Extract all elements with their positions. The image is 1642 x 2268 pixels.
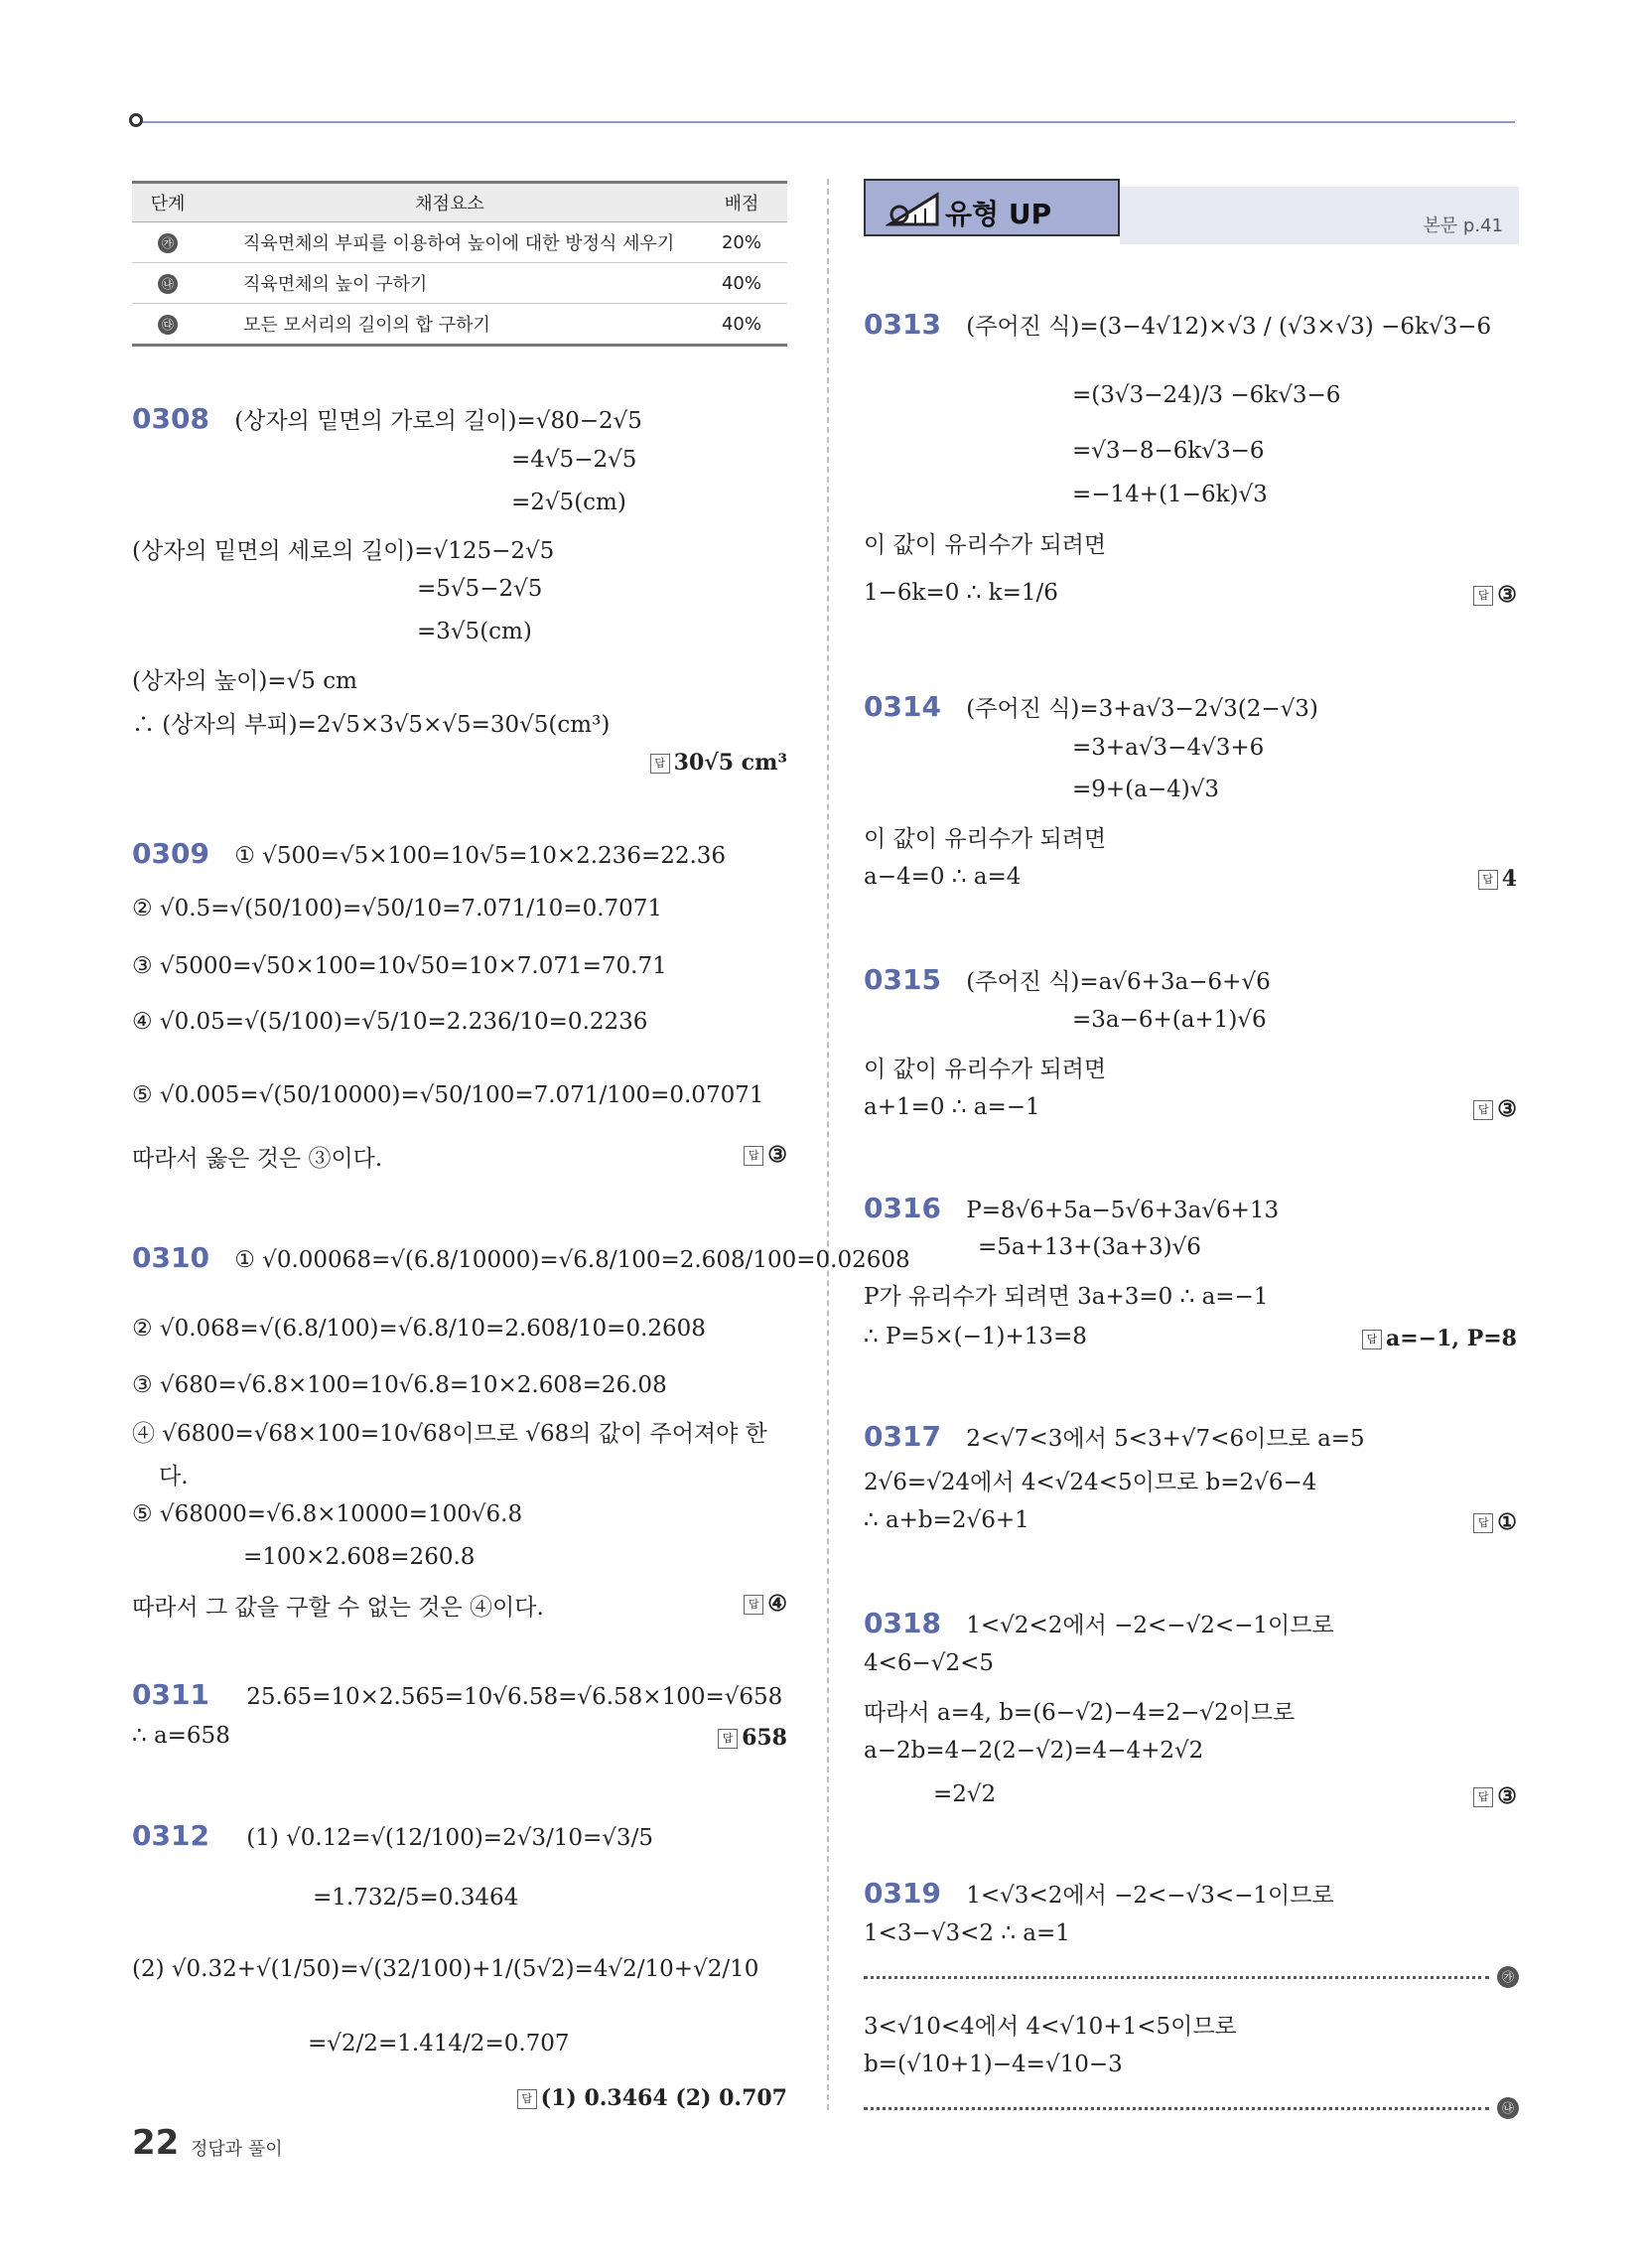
answer-0308 [650,750,787,776]
solution-line: 3<√10<4에서 4<√10+1<5이므로 [864,2014,1237,2040]
table-row [132,304,787,346]
criteria-text: 직육면체의 높이 구하기 [204,263,696,304]
answer-icon: 답 [718,1729,738,1749]
points-text: 40% [696,263,787,304]
header-band [1120,187,1519,244]
answer-0314 [1478,866,1517,892]
answer-text: ① [1497,1509,1517,1535]
answer-0309 [744,1142,787,1168]
problem-number: 0319 [864,1877,941,1910]
answer-0316 [1362,1326,1517,1351]
solution-line: a−2b=4−2(2−√2)=4−4+2√2 [864,1738,1204,1764]
scoring-table [132,181,787,347]
problem-0309 [132,837,726,870]
answer-0315 [1473,1096,1517,1122]
solution-line: (상자의 밑면의 가로의 길이)=√80−2√5 [234,408,642,434]
solution-line: 이 값이 유리수가 되려면 [864,532,1107,558]
footer-title: 정답과 풀이 [191,2139,283,2160]
problem-number: 0308 [132,402,209,435]
criteria-text: 모든 모서리의 길이의 합 구하기 [204,304,696,346]
th-stage: 단계 [132,183,204,222]
solution-line: (주어진 식)=a√6+3a−6+√6 [966,969,1271,995]
solution-line: ∴ (상자의 부피)=2√5×3√5×√5=30√5(cm³) [132,712,611,738]
answer-text: 4 [1501,866,1517,892]
problem-0317 [864,1420,1365,1453]
table-row [132,222,787,263]
solution-line: =3+a√3−4√3+6 [1072,735,1265,761]
solution-line: 1<3−√3<2 ∴ a=1 [864,1920,1070,1946]
answer-icon: 답 [650,754,670,774]
top-rule [139,121,1515,123]
answer-icon: 답 [1473,1787,1493,1807]
answer-icon: 답 [517,2089,537,2109]
answer-0313 [1473,582,1517,608]
answer-text: ④ [767,1591,787,1617]
solution-line: ① √500=√5×100=10√5=10×2.236=22.36 [234,843,727,869]
solution-line: 2√6=√24에서 4<√24<5이므로 b=2√6−4 [864,1470,1317,1495]
criteria-text: 직육면체의 부피를 이용하여 높이에 대한 방정식 세우기 [204,222,696,263]
solution-line: 따라서 옳은 것은 ③이다. [132,1146,383,1172]
solution-line: =2√5(cm) [511,490,626,515]
solution-line: =−14+(1−6k)√3 [1072,482,1268,507]
stage-mark: ㉮ [1497,1966,1519,1988]
solution-line: ③ √5000=√50×100=10√50=10×7.071=70.71 [132,953,667,979]
problem-0310 [132,1241,910,1274]
answer-text: ③ [1497,1096,1517,1122]
solution-line: ② √0.068=√(6.8/100)=√6.8/10=2.608/10=0.2608 [132,1316,706,1342]
answer-icon: 답 [1362,1330,1382,1349]
solution-line: ∴ P=5×(−1)+13=8 [864,1324,1087,1349]
solution-line: a−4=0 ∴ a=4 [864,864,1022,890]
answer-text: 658 [742,1725,787,1751]
solution-line: =3√5(cm) [417,619,532,644]
th-points: 배점 [696,183,787,222]
stage-mark: ㉰ [158,315,178,335]
solution-line: b=(√10+1)−4=√10−3 [864,2052,1123,2077]
solution-line: =1.732/5=0.3464 [313,1885,519,1911]
answer-icon: 답 [744,1595,763,1615]
solution-line: =100×2.608=260.8 [243,1544,476,1570]
answer-0312 [517,2085,787,2111]
solution-line: P가 유리수가 되려면 3a+3=0 ∴ a=−1 [864,1284,1269,1310]
problem-number: 0316 [864,1192,941,1224]
solution-line: ④ √6800=√68×100=10√68이므로 √68의 값이 주어져야 한 [132,1421,767,1447]
th-criteria: 채점요소 [204,183,696,222]
solution-line: =√3−8−6k√3−6 [1072,438,1265,464]
solution-line: ② √0.5=√(50/100)=√50/10=7.071/10=0.7071 [132,896,663,921]
stage-mark: ㉯ [1497,2097,1519,2119]
solution-line: ∴ a+b=2√6+1 [864,1507,1029,1533]
answer-0317 [1473,1509,1517,1535]
problem-number: 0317 [864,1420,941,1453]
solution-line: =9+(a−4)√3 [1072,777,1220,802]
solution-line: 이 값이 유리수가 되려면 [864,826,1107,852]
problem-number: 0312 [132,1819,209,1852]
solution-line: =(3√3−24)/3 −6k√3−6 [1072,382,1341,408]
answer-text: ③ [1497,582,1517,608]
solution-line: 2<√7<3에서 5<3+√7<6이므로 a=5 [966,1426,1365,1452]
problem-number: 0314 [864,690,941,723]
dotted-separator [864,1976,1489,1979]
solution-line: ⑤ √0.005=√(50/10000)=√50/100=7.071/100=0.07071 [132,1082,764,1108]
solution-line: 25.65=10×2.565=10√6.58=√6.58×100=√658 [246,1684,783,1710]
answer-icon: 답 [1473,1100,1493,1120]
problem-0314 [864,690,1318,723]
problem-number: 0315 [864,963,941,996]
solution-line: =2√2 [933,1781,997,1807]
problem-0316 [864,1192,1279,1224]
solution-line: (주어진 식)=(3−4√12)×√3 / (√3×√3) −6k√3−6 [966,314,1492,340]
answer-0310 [744,1591,787,1617]
solution-line: =√2/2=1.414/2=0.707 [308,2031,570,2056]
section-title: 유형 UP [945,198,1052,230]
ruler-compass-icon [886,191,941,226]
stage-mark: ㉯ [158,274,178,294]
solution-line: P=8√6+5a−5√6+3a√6+13 [966,1198,1280,1223]
problem-number: 0309 [132,837,209,870]
points-text: 20% [696,222,787,263]
solution-line: (상자의 높이)=√5 cm [132,668,357,694]
solution-line: 다. [159,1464,189,1489]
answer-icon: 답 [1473,586,1493,606]
page-reference: 본문 p.41 [1423,215,1503,236]
answer-icon: 답 [1473,1513,1493,1533]
header-badge [864,179,1120,236]
answer-text: ③ [1497,1783,1517,1809]
solution-line: ④ √0.05=√(5/100)=√5/10=2.236/10=0.2236 [132,1009,648,1035]
page-number: 22 [132,2123,180,2163]
solution-line: 1<√2<2에서 −2<−√2<−1이므로 [966,1613,1334,1638]
solution-line: 4<6−√2<5 [864,1650,995,1676]
problem-0315 [864,963,1271,996]
solution-line: =5a+13+(3a+3)√6 [978,1234,1201,1260]
answer-text: ③ [767,1142,787,1168]
answer-0318 [1473,1783,1517,1809]
problem-number: 0311 [132,1678,209,1711]
problem-0319 [864,1877,1334,1910]
answer-text: a=−1, P=8 [1385,1326,1517,1351]
problem-0312 [132,1819,653,1852]
stage-mark: ㉮ [158,233,178,253]
problem-number: 0313 [864,308,941,341]
solution-line: =3a−6+(a+1)√6 [1072,1007,1267,1033]
problem-0318 [864,1607,1334,1639]
solution-line: 1−6k=0 ∴ k=1/6 [864,580,1058,606]
section-header [864,179,1519,244]
solution-line: (주어진 식)=3+a√3−2√3(2−√3) [966,696,1318,722]
solution-line: ⑤ √68000=√6.8×10000=100√6.8 [132,1501,523,1527]
solution-line: ① √0.00068=√(6.8/10000)=√6.8/100=2.608/100=0.02608 [234,1247,910,1273]
solution-line: ③ √680=√6.8×100=10√6.8=10×2.608=26.08 [132,1372,667,1398]
problem-0311 [132,1678,782,1711]
solution-line: ∴ a=658 [132,1723,230,1749]
solution-line: =5√5−2√5 [417,576,543,602]
problem-0313 [864,308,1491,341]
problem-0308 [132,402,642,435]
solution-line: 이 값이 유리수가 되려면 [864,1057,1107,1082]
problem-number: 0310 [132,1241,209,1274]
solution-line: (상자의 밑면의 세로의 길이)=√125−2√5 [132,538,555,564]
answer-text: (1) 0.3464 (2) 0.707 [540,2085,787,2111]
answer-icon: 답 [1478,870,1498,890]
solution-line: a+1=0 ∴ a=−1 [864,1094,1040,1120]
solution-line: =4√5−2√5 [511,447,637,473]
solution-line: 따라서 a=4, b=(6−√2)−4=2−√2이므로 [864,1700,1296,1726]
solution-line: (1) √0.12=√(12/100)=2√3/10=√3/5 [246,1825,653,1851]
answer-icon: 답 [744,1146,763,1166]
dotted-separator [864,2107,1489,2110]
answer-text: 30√5 cm³ [673,750,787,776]
solution-line: (2) √0.32+√(1/50)=√(32/100)+1/(5√2)=4√2/10+√2/10 [132,1956,759,1982]
solution-line: 따라서 그 값을 구할 수 없는 것은 ④이다. [132,1595,544,1621]
top-rule-dot [129,113,143,127]
table-row [132,263,787,304]
points-text: 40% [696,304,787,346]
problem-number: 0318 [864,1607,941,1639]
solution-line: 1<√3<2에서 −2<−√3<−1이므로 [966,1883,1334,1909]
column-divider [827,179,829,2110]
answer-0311 [718,1725,787,1751]
